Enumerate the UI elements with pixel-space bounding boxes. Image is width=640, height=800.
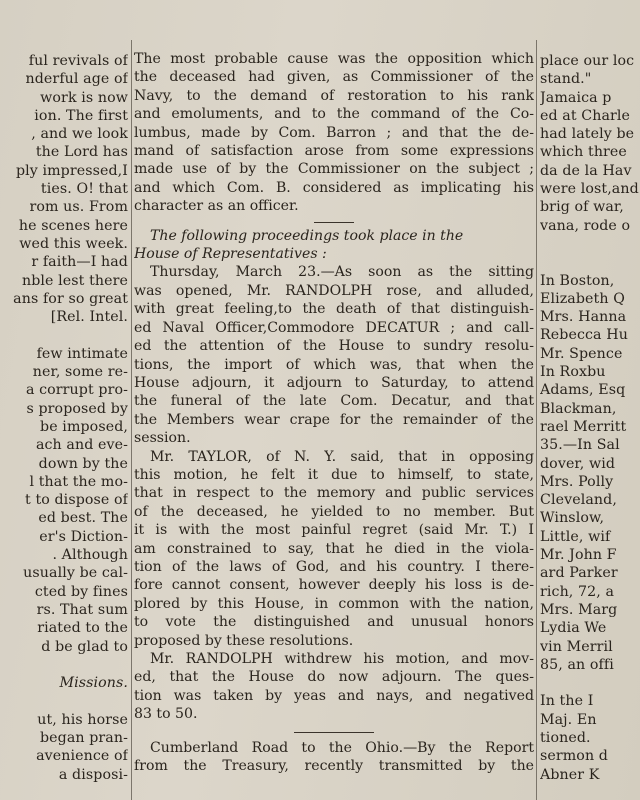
left-column xyxy=(0,52,128,800)
middle-column xyxy=(134,50,534,800)
left-text-line: wed this week. xyxy=(19,235,128,252)
left-text-line: ion. The first xyxy=(34,107,128,124)
right-text-line: Mr. John F xyxy=(540,547,617,564)
right-text-line: Abner K xyxy=(540,766,600,783)
right-text-line: Rebecca Hu xyxy=(540,327,628,344)
left-text-line: ties. O! that xyxy=(40,181,128,198)
left-text-line: rs. That sum xyxy=(36,601,128,618)
left-text-line: down by the xyxy=(38,455,128,472)
right-text-line: In Boston, xyxy=(540,272,615,289)
left-text-line: nderful age of xyxy=(25,71,128,88)
left-text-line xyxy=(0,692,128,710)
right-text-line: stand." xyxy=(540,71,592,88)
left-text-line: he scenes here xyxy=(18,217,128,234)
right-text-line: Little, wif xyxy=(540,528,611,545)
right-text-line: rich, 72, a xyxy=(540,583,615,600)
column-rule-right xyxy=(536,40,537,800)
right-text-line: Mrs. Marg xyxy=(540,601,618,618)
right-text-line: Elizabeth Q xyxy=(540,290,625,307)
heading-line: House of Representatives : xyxy=(134,246,327,263)
body-line: tions, the import of which was, that when the xyxy=(134,356,534,373)
right-text-line: place our loc xyxy=(540,53,635,69)
right-text-line: were lost,and xyxy=(540,181,639,198)
right-text-line: vin Merril xyxy=(540,638,613,655)
left-text-line: cted by fines xyxy=(34,583,128,600)
left-text-line: ut, his horse xyxy=(37,711,128,728)
right-text-line xyxy=(540,674,640,692)
right-text-line xyxy=(540,235,640,253)
right-text-line: Mrs. Hanna xyxy=(540,309,627,326)
body-line: tion of the laws of God, and his country. I there- xyxy=(134,558,534,575)
paragraph-thursday xyxy=(134,263,534,447)
right-text-line: da de la Hav xyxy=(540,162,632,179)
paragraph-taylor xyxy=(134,448,534,650)
right-text-line: tioned. xyxy=(540,729,591,746)
body-line: of the deceased, he yielded to no member. But xyxy=(134,503,534,520)
body-line: Cumberland Road to the Ohio.—By the Report xyxy=(150,739,534,756)
left-text-line: ful revivals of xyxy=(28,53,128,69)
left-text-line: er's Diction- xyxy=(39,528,128,545)
left-text-line: nble lest there xyxy=(21,272,128,289)
right-text-line: In Roxbu xyxy=(540,364,606,381)
body-line: this motion, he felt it due to himself, to state, xyxy=(134,466,534,483)
right-text-line: Cleveland, xyxy=(540,492,617,509)
right-text-line: vana, rode o xyxy=(540,217,631,234)
left-text-line: ner, some re- xyxy=(32,364,128,381)
body-line: proposed by these resolutions. xyxy=(134,632,354,649)
left-text-line: t to dispose of xyxy=(25,492,128,509)
left-text-line: began pran- xyxy=(39,729,128,746)
right-text-line: Mrs. Polly xyxy=(540,473,614,490)
right-text-line: 85, an offi xyxy=(540,656,614,673)
left-text-line: rom us. From xyxy=(29,199,128,216)
body-line: the Members wear crape for the remainder of the xyxy=(134,411,534,428)
left-text-line: . Although xyxy=(52,547,128,564)
left-text-line: [Rel. Intel. xyxy=(50,309,128,326)
separator-rule xyxy=(314,222,354,223)
left-text-line: ans for so great xyxy=(13,290,128,307)
body-line: Mr. RANDOLPH withdrew his motion, and mov- xyxy=(150,651,534,667)
left-text-line: , and we look xyxy=(31,126,128,143)
body-line: it is with the most painful regret (said Mr. T.) I xyxy=(134,522,534,539)
body-line: session. xyxy=(134,430,191,447)
body-line: tion was taken by yeas and nays, and negatived xyxy=(134,687,534,704)
heading-proceedings xyxy=(134,227,534,264)
left-text-line: work is now xyxy=(40,89,128,106)
left-text-line: ed best. The xyxy=(38,510,128,527)
left-text-line: a disposi- xyxy=(58,766,128,783)
left-text-line: ply impressed,I xyxy=(15,162,128,179)
right-text-line: Mr. Spence xyxy=(540,345,623,362)
left-text-line: s proposed by xyxy=(26,400,128,417)
body-line: Thursday, March 23.—As soon as the sitting xyxy=(150,264,534,281)
column-rule-left xyxy=(131,40,132,800)
left-text-line: l that the mo- xyxy=(29,473,128,490)
left-text-line: r faith—I had xyxy=(31,254,128,271)
left-text-line: Missions. xyxy=(59,675,128,692)
left-text-line: avenience of xyxy=(36,748,128,765)
body-line: Mr. TAYLOR, of N. Y. said, that in opposing xyxy=(150,448,534,465)
right-text-line: which three xyxy=(540,144,627,161)
left-text-line: a corrupt pro- xyxy=(25,382,128,399)
body-line: and emoluments, and to the command of the Co- xyxy=(134,106,534,123)
body-line: am constrained to say, that he died in the viola- xyxy=(134,540,534,557)
body-line: with great feeling,to the death of that distinguish- xyxy=(134,301,534,318)
body-line: made use of by the Commissioner on the subject ; xyxy=(134,161,534,178)
right-text-line: Jamaica p xyxy=(540,89,612,106)
paragraph-cumberland xyxy=(134,739,534,776)
body-line: the deceased had given, as Commissioner of the xyxy=(134,69,534,86)
body-line: The most probable cause was the opposition which xyxy=(134,51,534,67)
right-text-line: had lately be xyxy=(540,126,635,143)
body-line: Navy, to the demand of restoration to his rank xyxy=(134,87,534,104)
left-text-line: usually be cal- xyxy=(23,565,128,582)
right-text-line: Winslow, xyxy=(540,510,605,527)
body-line: mand of satisfaction arose from some expressions xyxy=(134,143,534,160)
right-text-line: 35.—In Sal xyxy=(540,437,620,454)
separator-rule xyxy=(294,732,374,733)
body-line: ed the attention of the House to sundry resolu- xyxy=(134,338,534,355)
right-text-line: In the I xyxy=(540,693,594,710)
body-line: the funeral of the late Com. Decatur, and that xyxy=(134,393,534,410)
body-line: lumbus, made by Com. Barron ; and that the de- xyxy=(134,124,534,141)
body-line: that in respect to the memory and public services xyxy=(134,485,534,502)
right-text-line: Adams, Esq xyxy=(540,382,626,399)
left-text-line: ach and eve- xyxy=(35,437,128,454)
left-text-line xyxy=(0,656,128,674)
body-line: ed, that the House do now adjourn. The ques- xyxy=(134,669,534,686)
body-line: and which Com. B. considered as implicating his xyxy=(134,179,534,196)
paragraph-randolph xyxy=(134,650,534,724)
body-line: character as an officer. xyxy=(134,198,299,215)
right-text-line: brig of war, xyxy=(540,199,624,216)
paragraph-commissioner xyxy=(134,50,534,216)
left-text-line: few intimate xyxy=(36,345,128,362)
body-line: to vote the distinguished and unusual honors xyxy=(134,614,534,631)
body-line: plored by this House, in common with the nation, xyxy=(134,595,534,612)
right-text-line: Blackman, xyxy=(540,400,617,417)
left-text-line xyxy=(0,326,128,344)
left-text-line: d be glad to xyxy=(41,638,128,655)
right-text-line: Lydia We xyxy=(540,620,607,637)
right-text-line: rael Merritt xyxy=(540,418,627,435)
left-text-line: the Lord has xyxy=(35,144,128,161)
right-text-line: ed at Charle xyxy=(540,107,631,124)
body-line: fore cannot consent, however deeply his loss is de- xyxy=(134,577,534,594)
body-line: from the Treasury, recently transmitted by the xyxy=(134,758,534,775)
heading-line: The following proceedings took place in the xyxy=(150,227,464,244)
right-text-line: dover, wid xyxy=(540,455,616,472)
right-column xyxy=(540,52,640,800)
body-line: 83 to 50. xyxy=(134,706,198,723)
left-text-line: riated to the xyxy=(37,620,128,637)
right-text-line: sermon d xyxy=(540,748,608,765)
body-line: House adjourn, it adjourn to Saturday, to attend xyxy=(134,374,534,391)
left-text-line: be imposed, xyxy=(40,418,128,435)
right-text-line: Maj. En xyxy=(540,711,597,728)
body-line: ed Naval Officer,Commodore DECATUR ; and call- xyxy=(134,319,534,336)
body-line: was opened, Mr. RANDOLPH rose, and alluded, xyxy=(134,282,534,299)
right-text-line: ard Parker xyxy=(540,565,618,582)
right-text-line xyxy=(540,253,640,271)
